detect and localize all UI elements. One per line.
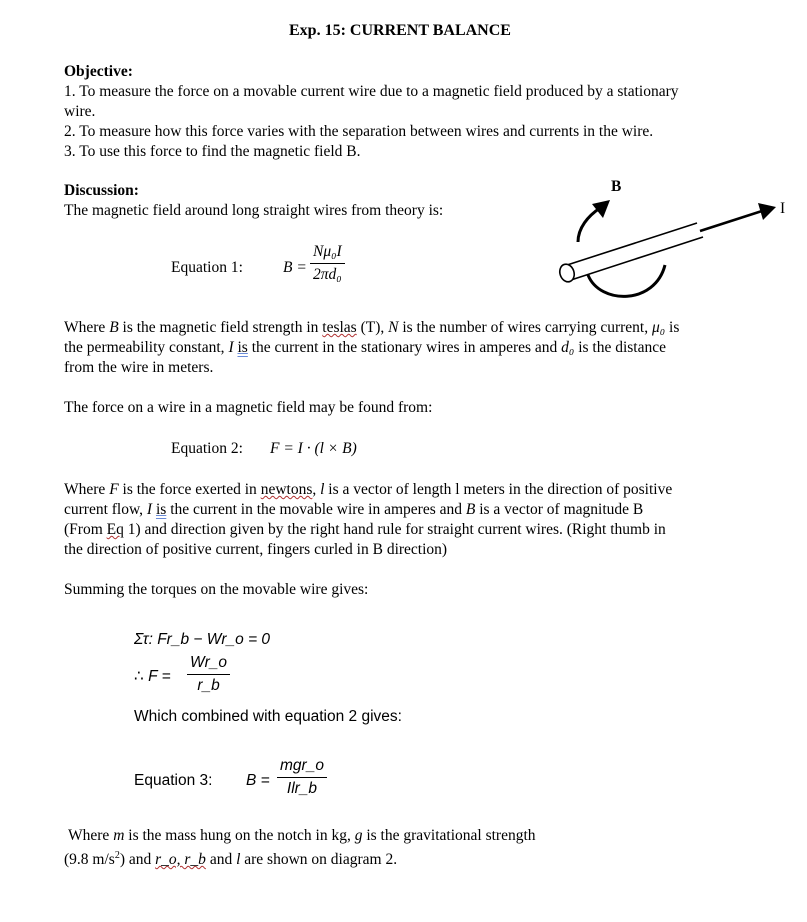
var-l: l [320,481,325,498]
force-therefore [134,667,171,687]
equation-1-label: Equation 1: [171,259,243,276]
equation-3-numerator: mgr_o [277,757,327,778]
force-fraction [187,654,230,695]
equation-2-label: Equation 2: [171,440,243,457]
text-span: Where [68,827,114,844]
text-span: (9.8 m/s [64,851,115,869]
wire-field-diagram-svg [540,170,807,310]
text-span: is the force exerted in [118,481,261,498]
text-span: is the magnetic field strength in [118,319,323,336]
objective-heading: Objective: [64,63,133,80]
text-span: are shown on diagram 2. [240,851,398,869]
var-b: B [109,319,119,336]
var-l: l [236,851,241,869]
text-span: is the mass hung on the notch in kg, [124,827,355,844]
paragraph-2-line: the direction of positive current, fingers curled in B direction) [64,541,448,558]
final-paragraph-line [64,846,397,870]
field-curve-top [578,208,600,242]
superscript-2: 2 [114,850,120,861]
var-radii: r_o, r_b [155,851,206,869]
equation-3-denominator: Ilr_b [286,780,318,797]
text-span: is the gravitational strength [362,827,536,844]
var-i: I [146,501,153,518]
final-paragraph-line [68,826,536,846]
force-intro: The force on a wire in a magnetic field may be found from: [64,399,433,416]
current-arrow-head-icon [758,203,776,220]
text-span: , [312,481,321,498]
force-denominator: r_b [197,677,220,694]
grammar-flag-is: is [237,339,248,356]
var-n: N [388,319,399,336]
field-curve-bottom [588,265,665,296]
var-f: F [109,481,119,498]
text-span: the current in the movable wire in amperes and [166,501,466,518]
text-span: is [665,319,680,336]
paragraph-2-line [64,480,672,500]
equation-3-lhs [246,771,270,791]
paragraph-1-line [64,318,679,338]
objective-item: 2. To measure how this force varies with the separation between wires and currents in the wire. [64,123,654,140]
text-span: is a vector of magnitude B [475,501,644,518]
text-span: Where [64,481,110,498]
text-span: is a vector of length l meters in the direction of positive [324,481,673,498]
paragraph-1-line: from the wire in meters. [64,359,214,376]
force-therefore-text: ∴ F = [134,668,171,685]
text-span: Where [64,319,110,336]
equation-3-lhs-text: B = [246,772,270,789]
var-i: I [228,339,234,356]
text-span: (From [64,521,107,538]
var-m: m [113,827,125,844]
var-mu0: μ₀ [651,319,666,336]
equation-1-denominator: 2πd₀ [313,266,342,283]
objective-item: wire. [64,103,96,120]
text-span: is the number of wires carrying current, [398,319,652,336]
page-title: Exp. 15: CURRENT BALANCE [289,22,511,39]
discussion-heading: Discussion: [64,182,139,199]
var-d0: d₀ [561,339,575,356]
equation-1-lhs [283,258,307,278]
text-span: and [205,851,237,869]
objective-item: 1. To measure the force on a movable current wire due to a magnetic field produced by a stationary [64,83,679,100]
text-span: ) and [119,851,156,869]
paragraph-2-line [64,500,643,520]
text-span: is the distance [574,339,666,356]
diagram-label-b: B [611,178,622,195]
spell-flag-eq: Eq [106,521,124,538]
grammar-flag-is: is [155,501,167,518]
torque-sum-text: Στ: Fr_b − Wr_o = 0 [134,631,271,648]
paragraph-1-line [64,338,666,358]
equation-2-body-text: F = I · (l × B) [270,440,357,457]
text-span: (T), [356,319,389,336]
force-numerator: Wr_o [187,654,230,675]
spell-flag-newtons: newtons [260,481,313,498]
discussion-intro: The magnetic field around long straight wires from theory is: [64,202,444,219]
combined-text: Which combined with equation 2 gives: [134,708,402,725]
spell-flag-teslas: teslas [322,319,357,336]
paragraph-2-line [64,520,666,540]
var-g: g [354,827,363,844]
equation-1-fraction [310,243,345,284]
text-span: the permeability constant, [64,339,229,356]
equation-3-fraction [277,757,327,798]
equation-1-numerator: Nμ₀I [310,243,345,264]
objective-item: 3. To use this force to find the magnetic field B. [64,143,361,160]
equation-2-body [270,439,357,459]
diagram-label-i: I [780,200,786,217]
current-arrow-line [700,211,762,231]
torque-sum-equation [134,630,270,650]
text-span: 1) and direction given by the right hand rule for straight current wires. (Right thumb in [123,521,666,538]
equation-3-label: Equation 3: [134,772,213,789]
field-arrow-head-icon [592,200,610,218]
torques-intro: Summing the torques on the movable wire gives: [64,581,369,598]
text-span: the current in the stationary wires in amperes and [247,339,562,356]
field-diagram [540,170,807,310]
equation-1-lhs-text: B = [283,259,307,276]
var-b: B [465,501,476,518]
text-span: current flow, [64,501,147,518]
